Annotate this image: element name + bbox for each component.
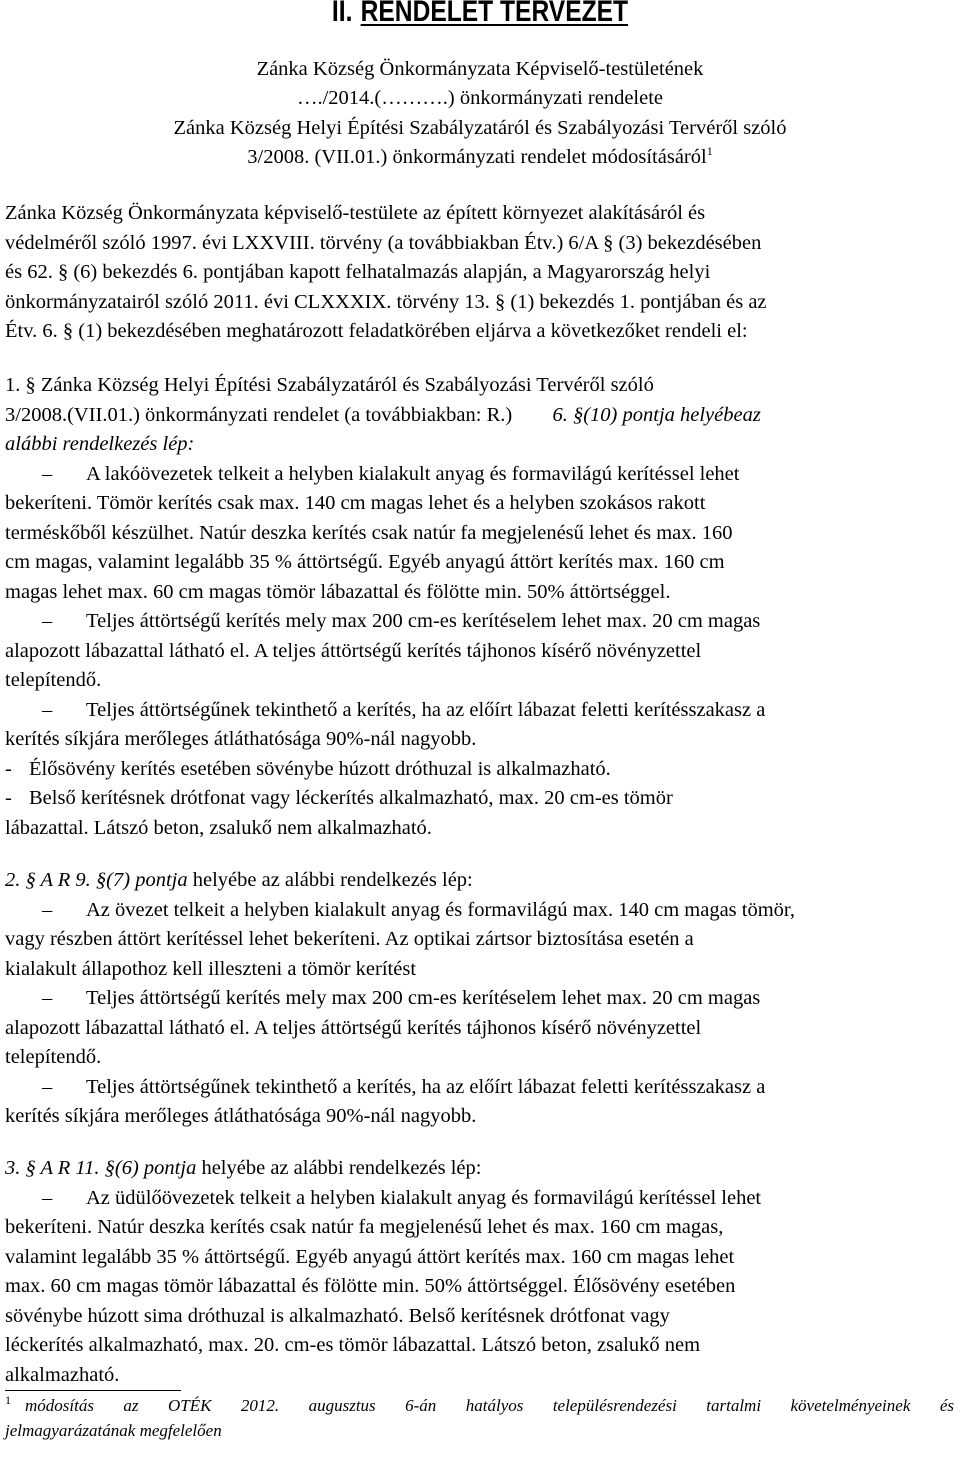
section-3-para-1-line: alkalmazható. [5,1363,120,1386]
section-1-para-1-line: bekeríteni. Tömör kerítés csak max. 140 cm magas lehet és a helyben szokásos rakott [5,492,706,514]
footnote [5,1394,954,1443]
dash-bullet: – [42,1075,53,1098]
section-1 [5,371,954,843]
footnote-reference[interactable]: 1 [706,144,713,159]
preamble-line: önkormányzatairól szóló 2011. évi CLXXXIX. törvény 13. § (1) bekezdés 1. pontjában és az [5,290,767,313]
hyphen-bullet: - [5,757,12,780]
heading-roman-numeral: II. [331,0,353,28]
section-3-para-1-line: bekeríteni. Natúr deszka kerítés csak natúr fa megjelenésű lehet és max. 160 cm magas, [5,1216,724,1238]
section-2-para-2-line: alapozott lábazattal látható el. A teljes áttörtségű kerítés tájhonos kísérő növényzettel [5,1016,702,1039]
footnote-separator [5,1390,181,1391]
intro-line-2: …./2014.(……….) önkormányzati rendelete [296,87,664,109]
dash-bullet: – [42,698,53,721]
section-1-para-2: – Teljes áttörtségű kerítés mely max 200 cm-es kerítéselem lehet max. 20 cm magas [5,607,954,637]
intro-line-3: Zánka Község Helyi Építési Szabályzatáról és Szabályozási Tervéről szóló [173,117,787,139]
section-1-para-1-line: cm magas, valamint legalább 35 % áttörtségű. Egyéb anyagú áttört kerítés max. 160 cm [5,551,725,573]
dash-bullet: – [42,987,53,1009]
heading-title: RENDELET TERVEZET [360,0,629,28]
section-1-para-3: – Teljes áttörtségűnek tekinthető a kerítés, ha az előírt lábazat feletti kerítésszakasz a [5,696,954,726]
section-1-para-5-line: lábazattal. Látszó beton, zsalukő nem alkalmazható. [5,816,432,839]
section-2-para-3: – Teljes áttörtségűnek tekinthető a kerítés, ha az előírt lábazat feletti kerítésszakasz a [5,1073,954,1103]
footnote-text-end: jelmagyarázatának megfelelően [5,1420,222,1440]
intro-line-4-text: 3/2008. (VII.01.) önkormányzati rendelet módosításáról [247,146,707,168]
section-2-para-2: – Teljes áttörtségű kerítés mely max 200 cm-es kerítéselem lehet max. 20 cm magas [5,984,954,1014]
page-heading [86,0,873,29]
section-1-ref-text: 3/2008.(VII.01.) önkormányzati rendelet (a továbbiakban: R.) [5,403,513,426]
section-2-para-1-line: kialakult állapothoz kell illeszteni a tömör kerítést [5,957,417,980]
section-1-para-1-line: magas lehet max. 60 cm magas tömör lábazattal és fölötte min. 50% áttörtséggel. [5,580,671,603]
preamble-line: Zánka Község Önkormányzata képviselő-testülete az épített környezet alakításáról és [5,202,706,224]
section-3-title: 3. § A R 11. §(6) pontja helyébe az alábbi rendelkezés lép: [5,1157,482,1179]
section-2 [5,866,954,1132]
section-3-para-1-line: valamint legalább 35 % áttörtségű. Egyéb anyagú áttört kerítés max. 160 cm magas lehet [5,1245,735,1268]
section-3-para-1-line: léckerítés alkalmazható, max. 20. cm-es tömör lábazattal. Látszó beton, zsalukő nem [5,1334,701,1356]
preamble-line: védelméről szóló 1997. évi LXXVIII. törvény (a továbbiakban Étv.) 6/A § (3) bekezdésében [5,231,762,254]
dash-bullet: – [42,462,53,485]
section-3 [5,1154,954,1390]
section-2-para-3-line: kerítés síkjára merőleges átláthatósága 90%-nál nagyobb. [5,1105,477,1127]
intro-line-4 [0,143,960,173]
dash-bullet: – [42,610,53,632]
section-2-number: 2. § A R 9. §(7) pontja [5,869,188,891]
footnote-number: 1 [5,1393,11,1408]
dash-bullet: – [42,1186,53,1209]
section-3-para-1-line: sövénybe húzott sima dróthuzal is alkalmazható. Belső kerítésnek drótfonat vagy [5,1304,670,1327]
section-1-para-1-line: terméskőből készülhet. Natúr deszka kerítés csak natúr fa megjelenésű lehet és max. 160 [5,521,733,544]
section-3-para-1-line: max. 60 cm magas tömör lábazattal és fölötte min. 50% áttörtséggel. Élősövény esetében [5,1275,736,1297]
section-1-ref-line [5,401,954,431]
footnote-text: módosítás az OTÉK 2012. augusztus 6-án hatályos településrendezési tartalmi követelményeinek és [25,1396,954,1415]
section-3-para-1: – Az üdülőövezetek telkeit a helyben kialakult anyag és formavilágú kerítéssel lehet [5,1184,954,1214]
section-2-para-1: – Az övezet telkeit a helyben kialakult anyag és formavilágú max. 140 cm magas tömör, [5,896,954,926]
preamble [5,199,954,347]
intro-line-1: Zánka Község Önkormányzata Képviselő-testületének [256,58,704,80]
section-1-ref-italic: 6. §(10) pontja helyébeaz [552,403,761,426]
section-1-para-2-line: alapozott lábazattal látható el. A teljes áttörtségű kerítés tájhonos kísérő növényzettel [5,639,702,662]
section-2-para-2-line: telepítendő. [5,1046,102,1068]
section-2-title: 2. § A R 9. §(7) pontja helyébe az alábbi rendelkezés lép: [5,869,473,891]
dash-bullet: – [42,898,53,921]
section-1-ref-line-end: alábbi rendelkezés lép: [5,433,195,455]
section-1-para-4: - Élősövény kerítés esetében sövénybe húzott dróthuzal is alkalmazható. [5,755,954,785]
section-1-title: 1. § Zánka Község Helyi Építési Szabályzatáról és Szabályozási Tervéről szóló [5,374,654,396]
preamble-line: Étv. 6. § (1) bekezdésében meghatározott feladatkörében eljárva a következőket rendeli el: [5,320,748,342]
section-2-para-1-line: vagy részben áttört kerítéssel lehet bekeríteni. Az optikai zártsor biztosítása esetén a [5,928,694,950]
section-1-para-1: – A lakóövezetek telkeit a helyben kialakult anyag és formavilágú kerítéssel lehet [5,460,954,490]
section-1-para-3-line: kerítés síkjára merőleges átláthatósága 90%-nál nagyobb. [5,728,477,750]
hyphen-bullet: - [5,787,12,809]
section-1-para-5: - Belső kerítésnek drótfonat vagy léckerítés alkalmazható, max. 20 cm-es tömör [5,784,954,814]
preamble-line: és 62. § (6) bekezdés 6. pontjában kapott felhatalmazás alapján, a Magyarország helyi [5,261,711,283]
section-1-para-2-line: telepítendő. [5,669,102,691]
